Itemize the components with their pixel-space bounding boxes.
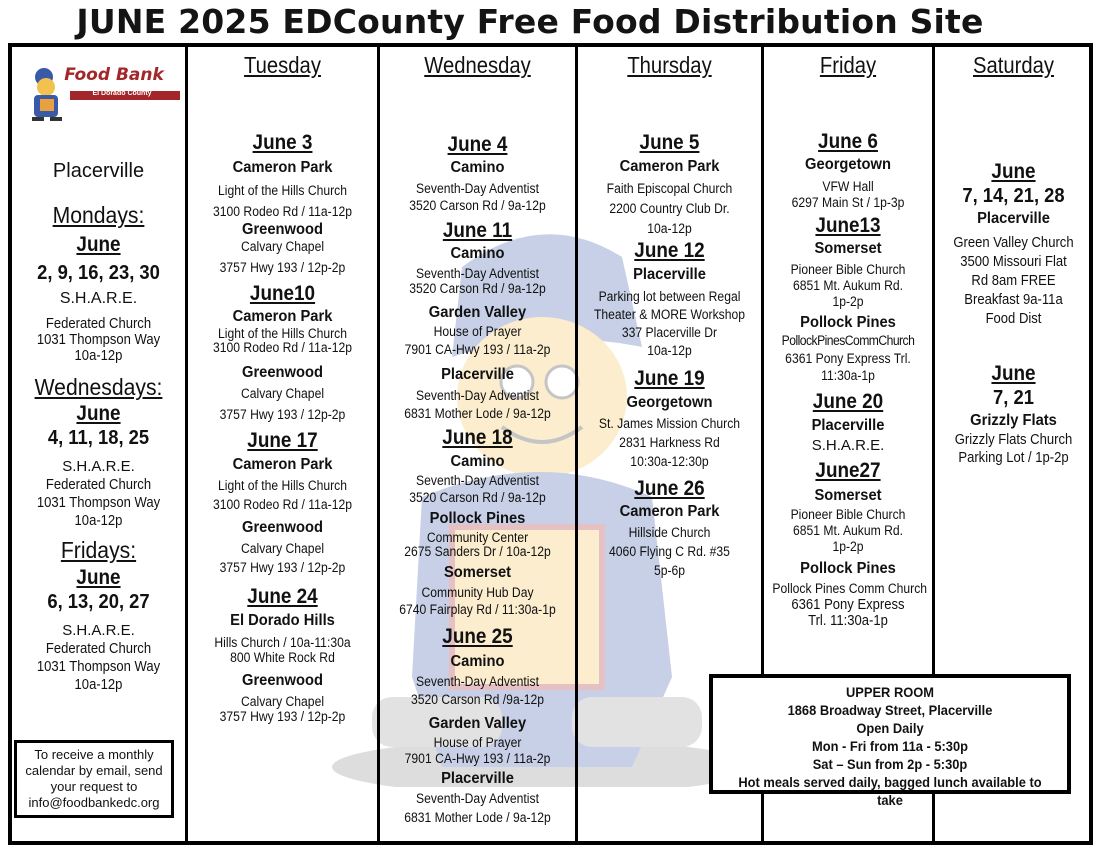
site-line: 6361 Pony Express Trl. (785, 351, 911, 366)
wednesdays-dates: 4, 11, 18, 25 (47, 427, 150, 449)
site-city: Greenwood (242, 672, 323, 689)
day-header-wednesday: Wednesday (424, 52, 531, 78)
date-heading: June 20 (812, 390, 884, 413)
site-line: 7901 CA-Hwy 193 / 11a-2p (404, 751, 551, 766)
mondays-month: June (76, 233, 121, 256)
site-line: Hills Church / 10a-11:30a (214, 635, 351, 650)
email-note-line: your request to (50, 779, 138, 794)
site-city: Georgetown (626, 394, 713, 411)
site-line: 4060 Flying C Rd. #35 (609, 544, 730, 559)
site-line: 10a-12p (647, 343, 692, 358)
site-city: Cameron Park (232, 159, 333, 176)
date-list: 7, 14, 21, 28 (962, 185, 1065, 207)
site-city: Cameron Park (619, 503, 720, 520)
site-line: Seventh-Day Adventist (416, 388, 539, 403)
site-line: Grizzly Flats Church (954, 432, 1073, 448)
site-line: Hillside Church (628, 525, 711, 540)
site-city: Camino (450, 245, 505, 262)
site-line: 6361 Pony Express (791, 597, 905, 613)
site-line: VFW Hall (822, 179, 874, 194)
site-line: Theater & MORE Workshop (593, 307, 746, 322)
site-city: Placerville (811, 417, 885, 434)
date-heading: June 18 (442, 426, 513, 449)
site-city: Somerset (814, 240, 882, 257)
wednesdays-org: S.H.A.R.E. (62, 458, 135, 475)
mondays-line: Federated Church (45, 316, 152, 332)
site-line: 2200 Country Club Dr. (609, 201, 730, 216)
upper-room-address: 1868 Broadway Street, Placerville (787, 702, 993, 718)
calendar-grid (8, 43, 1093, 845)
site-city: Camino (450, 653, 505, 670)
date-heading: June 17 (247, 429, 318, 452)
site-line: 6297 Main St / 1p-3p (791, 195, 905, 210)
site-line: Green Valley Church (953, 235, 1074, 251)
site-line: 3520 Carson Rd /9a-12p (410, 692, 545, 707)
site-line: Community Center (426, 530, 529, 545)
site-line: 6831 Mother Lode / 9a-12p (404, 810, 551, 825)
site-city: Pollock Pines (429, 510, 526, 527)
site-city: Pollock Pines (800, 560, 896, 577)
site-city: Greenwood (242, 221, 323, 238)
site-line: 3520 Carson Rd / 9a-12p (409, 490, 546, 505)
site-line: 3520 Carson Rd / 9a-12p (409, 198, 546, 213)
date-heading: June 25 (442, 625, 513, 648)
site-line: Faith Episcopal Church (606, 181, 733, 196)
day-header-thursday: Thursday (627, 52, 712, 78)
site-line: 3100 Rodeo Rd / 11a-12p (213, 204, 352, 219)
fridays-month: June (76, 566, 121, 589)
mondays-dates: 2, 9, 16, 23, 30 (37, 262, 160, 284)
site-line: 800 White Rock Rd (230, 650, 335, 665)
fridays-dates: 6, 13, 20, 27 (47, 591, 150, 613)
site-line: Food Dist (985, 311, 1042, 327)
date-heading: June 12 (634, 239, 705, 262)
site-line: 11:30a-1p (821, 368, 875, 383)
date-heading: June 4 (447, 133, 508, 156)
site-line: Pollock Pines Comm Church (772, 581, 928, 596)
site-line: 2831 Harkness Rd (619, 435, 720, 450)
site-line: 6831 Mother Lode / 9a-12p (404, 406, 551, 421)
site-line: 1p-2p (832, 294, 864, 309)
site-line: 6740 Fairplay Rd / 11:30a-1p (399, 602, 556, 617)
wednesdays-month: June (76, 402, 121, 425)
site-city: Placerville (977, 210, 1050, 227)
site-line: Seventh-Day Adventist (416, 266, 539, 281)
site-line: Seventh-Day Adventist (416, 674, 539, 689)
site-line: 2675 Sanders Dr / 10a-12p (404, 544, 551, 559)
site-city: Cameron Park (232, 308, 333, 325)
upper-room-box (709, 674, 1071, 808)
fridays-line: Federated Church (45, 641, 152, 657)
site-city: Somerset (814, 487, 882, 504)
site-line: Light of the Hills Church (217, 326, 347, 341)
site-line: Parking lot between Regal (598, 289, 741, 304)
mondays-org: S.H.A.R.E. (59, 290, 138, 307)
date-heading: June 5 (639, 131, 700, 154)
wednesdays-line: 10a-12p (74, 513, 123, 529)
site-city: Georgetown (805, 156, 891, 173)
site-line: 3757 Hwy 193 / 12p-2p (219, 560, 346, 575)
site-line: House of Prayer (433, 324, 522, 339)
site-line: 1p-2p (832, 539, 864, 554)
date-list: 7, 21 (993, 387, 1034, 409)
site-line: S.H.A.R.E. (811, 437, 885, 454)
site-line: Seventh-Day Adventist (416, 473, 539, 488)
date-heading: June 11 (442, 219, 513, 242)
fridays-line: 1031 Thompson Way (36, 659, 161, 675)
site-line: St. James Mission Church (598, 416, 741, 431)
site-line: 10a-12p (647, 221, 692, 236)
site-line: Calvary Chapel (240, 239, 325, 254)
site-line: 3100 Rodeo Rd / 11a-12p (213, 497, 352, 512)
site-line: 6851 Mt. Aukum Rd. (792, 523, 904, 538)
site-line: 337 Placerville Dr (621, 325, 718, 340)
site-city: Cameron Park (232, 456, 333, 473)
site-line: Seventh-Day Adventist (416, 791, 539, 806)
date-heading: June 6 (818, 130, 878, 153)
site-line: Pioneer Bible Church (790, 507, 906, 522)
day-header-friday: Friday (819, 52, 877, 78)
date-heading: June 26 (634, 477, 705, 500)
site-city: Garden Valley (428, 715, 527, 732)
upper-room-hours-weekend: Sat – Sun from 2p - 5:30p (812, 756, 968, 772)
site-line: Seventh-Day Adventist (416, 181, 539, 196)
date-heading: June 3 (252, 131, 313, 154)
upper-room-line: Open Daily (856, 720, 924, 736)
mondays-line: 10a-12p (74, 348, 123, 364)
site-city: El Dorado Hills (230, 612, 335, 629)
site-line: 3757 Hwy 193 / 12p-2p (219, 709, 346, 724)
email-note-line: To receive a monthly (34, 747, 154, 762)
logo-text: Food Bank (64, 65, 164, 85)
site-line: House of Prayer (433, 735, 522, 750)
upper-room-note: Hot meals served daily, bagged lunch available to take (738, 774, 1042, 808)
date-heading: June (991, 362, 1036, 385)
site-line: Trl. 11:30a-1p (808, 613, 888, 629)
site-line: 7901 CA-Hwy 193 / 11a-2p (404, 342, 551, 357)
site-line: Rd 8am FREE (971, 273, 1056, 289)
day-header-saturday: Saturday (972, 52, 1055, 78)
site-line: 3520 Carson Rd / 9a-12p (409, 281, 546, 296)
site-city: Garden Valley (428, 304, 527, 321)
site-city: Camino (450, 453, 505, 470)
site-city: Somerset (443, 564, 512, 581)
wednesdays-line: 1031 Thompson Way (36, 495, 161, 511)
site-city: Placerville (441, 770, 514, 787)
upper-room-title: UPPER ROOM (845, 684, 935, 700)
fridays-line: 10a-12p (74, 677, 123, 693)
wednesdays-label: Wednesdays: (34, 374, 163, 400)
site-line: Community Hub Day (421, 585, 534, 600)
fridays-org: S.H.A.R.E. (62, 622, 135, 639)
site-line: Light of the Hills Church (217, 183, 347, 198)
site-line: Calvary Chapel (240, 541, 325, 556)
date-heading: June 24 (247, 585, 318, 608)
site-line: 3757 Hwy 193 / 12p-2p (219, 407, 346, 422)
date-heading: June 19 (634, 367, 705, 390)
email-note-box (14, 740, 174, 818)
site-line: 3757 Hwy 193 / 12p-2p (219, 260, 346, 275)
site-line: Light of the Hills Church (217, 478, 347, 493)
date-heading: June27 (815, 459, 881, 482)
date-heading: June10 (249, 282, 316, 305)
wednesdays-line: Federated Church (45, 477, 152, 493)
logo-subtitle: El Dorado County (92, 90, 152, 97)
day-header-tuesday: Tuesday (244, 52, 321, 78)
date-heading: June (991, 160, 1036, 183)
column-placerville (12, 47, 185, 841)
mondays-line: 1031 Thompson Way (36, 332, 161, 348)
site-city: Camino (450, 159, 505, 176)
column-wednesday (377, 47, 575, 841)
site-line: Parking Lot / 1p-2p (958, 450, 1069, 466)
site-line: PollockPinesCommChurch (781, 333, 915, 348)
site-city: Placerville (441, 366, 514, 383)
site-city: Placerville (633, 266, 706, 283)
mondays-label: Mondays: (52, 202, 145, 228)
site-line: Calvary Chapel (240, 386, 325, 401)
site-line: 3500 Missouri Flat (960, 254, 1067, 270)
email-note-line: calendar by email, send (25, 763, 163, 778)
site-line: 3100 Rodeo Rd / 11a-12p (213, 340, 352, 355)
site-line: 10:30a-12:30p (630, 454, 709, 469)
upper-room-hours-weekday: Mon - Fri from 11a - 5:30p (811, 738, 969, 754)
site-city: Greenwood (242, 364, 323, 381)
email-address-link[interactable]: info@foodbankedc.org (28, 795, 160, 810)
placerville-heading: Placerville (52, 160, 145, 182)
site-city: Cameron Park (619, 158, 720, 175)
page-title: JUNE 2025 EDCounty Free Food Distribution Site (76, 2, 984, 41)
site-city: Pollock Pines (800, 314, 896, 331)
site-city: Grizzly Flats (970, 412, 1057, 429)
site-line: 6851 Mt. Aukum Rd. (792, 278, 904, 293)
site-line: Breakfast 9a-11a (964, 292, 1063, 308)
site-line: Calvary Chapel (240, 694, 325, 709)
column-tuesday (185, 47, 377, 841)
site-city: Greenwood (242, 519, 323, 536)
date-heading: June13 (815, 214, 881, 237)
site-line: 5p-6p (653, 563, 686, 578)
site-line: Pioneer Bible Church (790, 262, 906, 277)
fridays-label: Fridays: (60, 537, 137, 563)
